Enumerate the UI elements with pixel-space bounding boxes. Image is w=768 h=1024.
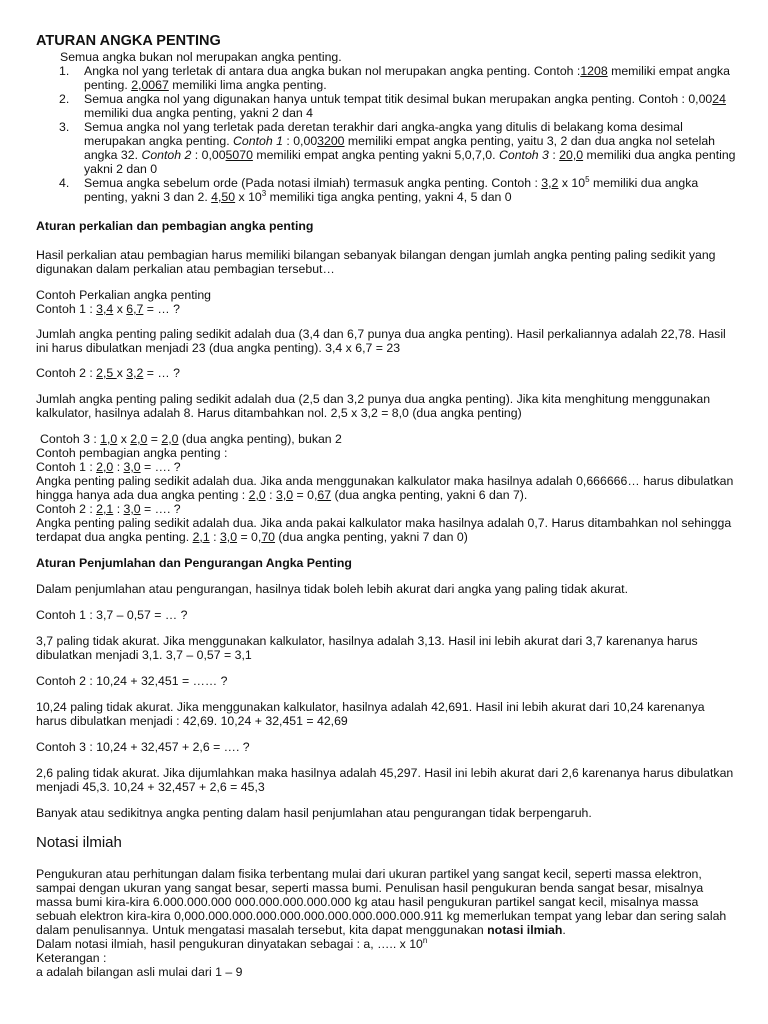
example-title: Contoh pembagian angka penting : (36, 446, 228, 460)
example-line: Contoh 3 : 10,24 + 32,457 + 2,6 = …. ? (36, 740, 250, 754)
rule-text: memiliki empat angka penting, yaitu 3, 2 dan dua angka nol setelah angka 32. (84, 134, 716, 162)
exponent: 3 (261, 188, 267, 198)
paragraph: Banyak atau sedikitnya angka penting dalam hasil penjumlahan atau pengurangan tidak berpengaruh. (36, 806, 592, 820)
rule-text: x 10 (235, 190, 262, 204)
rule-text: memiliki dua angka penting yakni 2 dan 0 (84, 148, 736, 176)
underlined-number: 5070 (225, 148, 253, 162)
example-title: Contoh Perkalian angka penting (36, 288, 212, 302)
example-line: Contoh 1 : 2,0 : 3,0 = …. ? (36, 460, 181, 474)
rule-item-3 (36, 120, 736, 176)
exponent: 5 (585, 174, 590, 184)
rule-number: 2. (59, 92, 70, 106)
section-heading-notasi: Notasi ilmiah (36, 834, 122, 851)
rule-item-4 (36, 176, 736, 204)
rule-text: memiliki dua angka penting, yakni 3 dan 2. (84, 176, 699, 204)
example-label: Contoh 2 (141, 148, 192, 162)
rule-text: memiliki dua angka penting, yakni 2 dan 4 (84, 106, 313, 120)
paragraph: Angka penting paling sedikit adalah dua. Jika anda menggunakan kalkulator maka hasilnya adalah 0,666666… harus dibulatkan hingga hanya ada dua angka penting : 2,0 : 3,0 = 0,67 (dua angka penting, yakni 6 dan 7). (36, 474, 734, 502)
paragraph: Jumlah angka penting paling sedikit adalah dua (3,4 dan 6,7 punya dua angka penting). Hasil perkaliannya adalah 22,78. Hasil ini harus dibulatkan menjadi 23 (dua angka penting). 3,4 x 6,7 = 23 (36, 327, 726, 355)
example-line: Contoh 3 : 1,0 x 2,0 = 2,0 (dua angka penting), bukan 2 (40, 432, 342, 446)
example-line: Contoh 2 : 2,5 x 3,2 = … ? (36, 366, 180, 380)
paragraph: Dalam penjumlahan atau pengurangan, hasilnya tidak boleh lebih akurat dari angka yang paling tidak akurat. (36, 582, 629, 596)
paragraph: 2,6 paling tidak akurat. Jika dijumlahkan maka hasilnya adalah 45,297. Hasil ini lebih akurat dari 2,6 karenanya harus dibulatkan menjadi 45,3. 10,24 + 32,457 + 2,6 = 45,3 (36, 766, 734, 794)
section-heading-multiplication: Aturan perkalian dan pembagian angka penting (36, 219, 314, 233)
paragraph: Hasil perkalian atau pembagian harus memiliki bilangan sebanyak bilangan dengan jumlah angka penting paling sedikit yang digunakan dalam perkalian atau pembagian tersebut… (36, 248, 716, 276)
underlined-number: 3200 (317, 134, 345, 148)
paragraph: Angka penting paling sedikit adalah dua. Jika anda pakai kalkulator maka hasilnya adalah 0,7. Harus ditambahkan nol sehingga terdapat dua angka penting. 2,1 : 3,0 = 0,70 (dua angka penting, yakni 7 dan 0) (36, 516, 732, 544)
underlined-number: 3,2 (541, 176, 559, 190)
rules-list (36, 64, 736, 204)
underlined-number: 20,0 (559, 148, 584, 162)
rule-text: Semua angka sebelum orde (Pada notasi ilmiah) termasuk angka penting. Contoh : (84, 176, 542, 190)
rule-text: : 0,00 (282, 134, 318, 148)
rule-text: x 10 (558, 176, 586, 190)
example-line: Contoh 1 : 3,7 – 0,57 = … ? (36, 608, 188, 622)
rule-text: memiliki lima angka penting. (168, 78, 327, 92)
rule-number: 4. (59, 176, 70, 190)
example-label: Contoh 3 (498, 148, 549, 162)
paragraph: Keterangan : (36, 951, 107, 965)
intro-text: Semua angka bukan nol merupakan angka penting. (60, 50, 342, 64)
paragraph: a adalah bilangan asli mulai dari 1 – 9 (36, 965, 243, 979)
rule-item-2 (36, 92, 736, 120)
rule-text: memiliki empat angka penting yakni 5,0,7,0. (252, 148, 499, 162)
rule-text: : 0,00 (191, 148, 226, 162)
paragraph: 3,7 paling tidak akurat. Jika menggunakan kalkulator, hasilnya adalah 3,13. Hasil ini lebih akurat dari 3,7 karenanya harus dibulatkan menjadi 3,1. 3,7 – 0,57 = 3,1 (36, 634, 698, 662)
example-line: Contoh 2 : 10,24 + 32,451 = …… ? (36, 674, 228, 688)
rule-text: Semua angka nol yang digunakan hanya untuk tempat titik desimal bukan merupakan angka penting. Contoh : 0,00 (84, 92, 713, 106)
example-line: Contoh 2 : 2,1 : 3,0 = …. ? (36, 502, 181, 516)
rule-text: Semua angka nol yang terletak pada deretan terakhir dari angka-angka yang ditulis di belakang koma desimal merupakan angka penting. (84, 120, 683, 148)
underlined-number: 2,0067 (131, 78, 169, 92)
example-label: Contoh 1 (233, 134, 283, 148)
paragraph: Pengukuran atau perhitungan dalam fisika terbentang mulai dari ukuran partikel yang sangat kecil, seperti massa elektron, sampai dengan ukuran yang sangat besar, seperti massa bumi. Penulisan hasil pengukuran benda sangat besar, misalnya massa bumi kira-kira 6.000.000.000 000.000.000.000.000 kg atau hasil pengukuran partikel sangat kecil, misalnya massa sebuah elektron kira-kira 0,000.000.000.000.000.000.000.000.000.000.911 kg memerlukan tempat yang lebar dan sering salah dalam penulisannya. Untuk mengatasi masalah tersebut, kita dapat menggunakan notasi ilmiah. (36, 867, 727, 937)
rule-text: Angka nol yang terletak di antara dua angka bukan nol merupakan angka penting. Contoh : (84, 64, 581, 78)
document-title: ATURAN ANGKA PENTING (36, 33, 221, 49)
rule-number: 1. (59, 64, 70, 78)
example-line: Contoh 1 : 3,4 x 6,7 = … ? (36, 302, 180, 316)
document-page (36, 33, 736, 979)
paragraph: Dalam notasi ilmiah, hasil pengukuran dinyatakan sebagai : a, ….. x 10$^n$ (36, 935, 428, 951)
rule-number: 3. (59, 120, 70, 134)
section-heading-addition: Aturan Penjumlahan dan Pengurangan Angka Penting (36, 556, 352, 570)
underlined-number: 24 (712, 92, 726, 106)
paragraph: 10,24 paling tidak akurat. Jika menggunakan kalkulator, hasilnya adalah 42,691. Hasil ini lebih akurat dari 10,24 karenanya harus dibulatkan menjadi : 42,69. 10,24 + 32,451 = 42,69 (36, 700, 705, 728)
rule-text: : (548, 148, 560, 162)
rule-text: memiliki empat angka penting. (84, 64, 731, 92)
rule-item-1 (36, 64, 736, 92)
rule-text: memiliki tiga angka penting, yakni 4, 5 dan 0 (266, 190, 512, 204)
underlined-number: 4,50 (211, 190, 236, 204)
underlined-number: 1208 (580, 64, 608, 78)
paragraph: Jumlah angka penting paling sedikit adalah dua (2,5 dan 3,2 punya dua angka penting). Jika kita menghitung menggunakan kalkulator, hasilnya adalah 8. Harus ditambahkan nol. 2,5 x 3,2 = 8,0 (dua angka penting) (36, 392, 711, 420)
